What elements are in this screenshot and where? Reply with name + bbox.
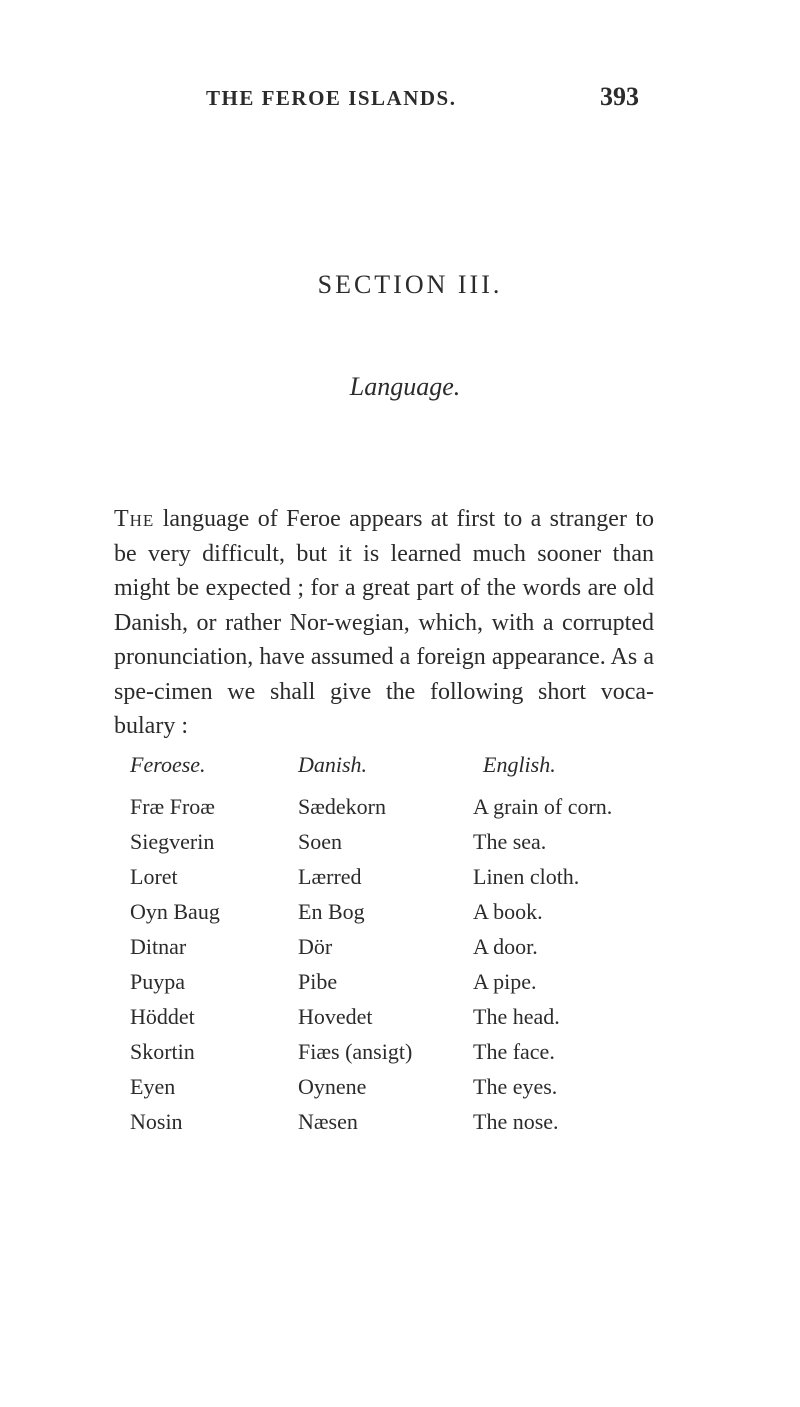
body-paragraph [114,502,654,744]
feroese-word: Puypa [130,969,185,994]
vocabulary-row [0,829,800,864]
feroese-word: Eyen [130,1074,176,1099]
danish-word: Hovedet [298,1004,373,1029]
english-word: A pipe. [473,969,537,994]
feroese-word: Nosin [130,1109,183,1134]
feroese-word: Höddet [130,1004,195,1029]
header-english: English. [483,752,556,777]
page-number: 393 [600,82,639,111]
vocabulary-row [0,1004,800,1039]
feroese-word: Loret [130,864,178,889]
vocabulary-row [0,1074,800,1109]
feroese-word: Oyn Baug [130,899,220,924]
danish-word: Lærred [298,864,362,889]
danish-word: Fiæs (ansigt) [298,1039,413,1064]
section-heading: SECTION III. [317,270,503,299]
english-word: The face. [473,1039,555,1064]
vocabulary-table [0,752,800,1144]
danish-word: Dör [298,934,333,959]
header-feroese: Feroese. [130,752,206,777]
english-word: A door. [473,934,538,959]
english-word: The nose. [473,1109,559,1134]
vocabulary-row [0,899,800,934]
danish-word: Næsen [298,1109,358,1134]
english-word: The sea. [473,829,547,854]
vocabulary-header-row [0,752,800,794]
danish-word: Oynene [298,1074,367,1099]
vocabulary-row [0,1039,800,1074]
feroese-word: Fræ Froæ [130,794,215,819]
paragraph-text: language of Feroe appears at first to a stranger to be very difficult, but it is learned much sooner than might be expected ; for a great part of the words are old Danish, or rather Nor-wegian, which, with a corrupted pronunciation, have assumed a foreign appearance. As a spe-cimen we shall give the following short voca-bulary : [114,506,654,739]
paragraph-lead-word: The [114,506,155,532]
vocabulary-row [0,969,800,1004]
running-title: THE FEROE ISLANDS. [206,86,457,110]
danish-word: Soen [298,829,342,854]
vocabulary-row [0,1109,800,1144]
english-word: A grain of corn. [473,794,613,819]
english-word: The eyes. [473,1074,558,1099]
header-danish: Danish. [298,752,368,777]
vocabulary-row [0,864,800,899]
running-head [0,82,800,116]
feroese-word: Siegverin [130,829,215,854]
danish-word: Sædekorn [298,794,386,819]
feroese-word: Ditnar [130,934,187,959]
danish-word: En Bog [298,899,365,924]
section-subtitle: Language. [349,372,461,401]
feroese-word: Skortin [130,1039,195,1064]
english-word: The head. [473,1004,560,1029]
english-word: A book. [473,899,543,924]
danish-word: Pibe [298,969,338,994]
vocabulary-row [0,794,800,829]
vocabulary-row [0,934,800,969]
english-word: Linen cloth. [473,864,580,889]
